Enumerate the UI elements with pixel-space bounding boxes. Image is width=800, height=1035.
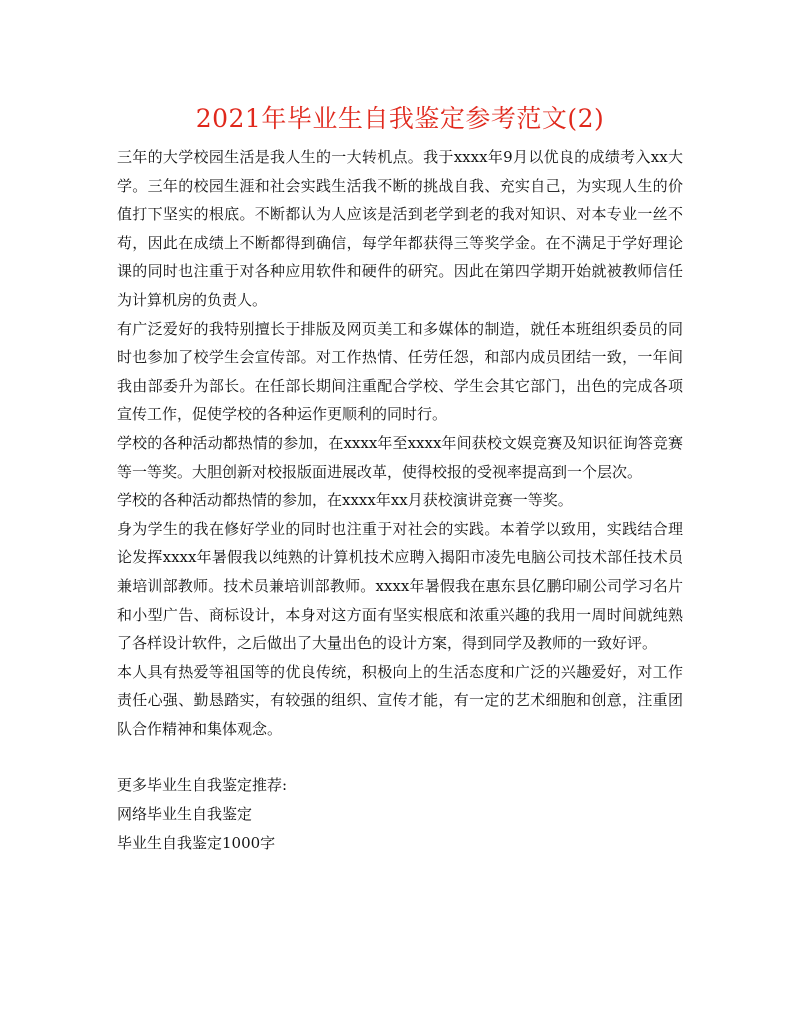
paragraph-activities-awards: 学校的各种活动都热情的参加，在xxxx年至xxxx年间获校文娱竞赛及知识征询答竞赛等一等奖。大胆创新对校报版面进展改革，使得校报的受视率提高到一个层次。 [117,433,683,481]
recommend-heading: 更多毕业生自我鉴定推荐: [117,776,288,795]
paragraph-personal-qualities: 本人具有热爱等祖国等的优良传统，积极向上的生活态度和广泛的兴趣爱好，对工作责任心强、勤恳踏实，有较强的组织、宣传才能，有一定的艺术细胞和创意，注重团队合作精神和集体观念。 [117,662,683,738]
recommend-link-1000-words[interactable]: 毕业生自我鉴定1000字 [117,833,276,852]
paragraph-campus-life: 三年的大学校园生活是我人生的一大转机点。我于xxxx年9月以优良的成绩考入xx大学。三年的校园生涯和社会实践生活我不断的挑战自我、充实自己，为实现人生的价值打下坚实的根底。不断都认为人应该是活到老学到老的我对知识、对本专业一丝不苟，因此在成绩上不断都得到确信，每学年都获得三等奖学金。在不满足于学好理论课的同时也注重于对各种应用软件和硬件的研究。因此在第四学期开始就被教师信任为计算机房的负责人。 [117,148,683,309]
document-title: 2021年毕业生自我鉴定参考范文(2) [195,104,605,133]
paragraph-hobbies-publicity: 有广泛爱好的我特别擅长于排版及网页美工和多媒体的制造，就任本班组织委员的同时也参加了校学生会宣传部。对工作热情、任劳任怨，和部内成员团结一致，一年间我由部委升为部长。在任部长期间注重配合学校、学生会其它部门，出色的完成各项宣传工作，促使学校的各种运作更顺利的同时行。 [117,319,683,424]
recommend-link-network[interactable]: 网络毕业生自我鉴定 [117,805,253,824]
paragraph-speech-award: 学校的各种活动都热情的参加，在xxxx年xx月获校演讲竞赛一等奖。 [117,491,573,510]
document-body [117,143,683,857]
paragraph-social-practice: 身为学生的我在修好学业的同时也注重于对社会的实践。本着学以致用，实践结合理论发挥xxxx年暑假我以纯熟的计算机技术应聘入揭阳市凌先电脑公司技术部任技术员兼培训部教师。技术员兼培训部教师。xxxx年暑假我在惠东县亿鹏印刷公司学习名片和小型广告、商标设计，本身对这方面有坚实根底和浓重兴趣的我用一周时间就纯熟了各样设计软件，之后做出了大量出色的设计方案，得到同学及教师的一致好评。 [117,519,683,653]
section-spacer [117,743,683,771]
